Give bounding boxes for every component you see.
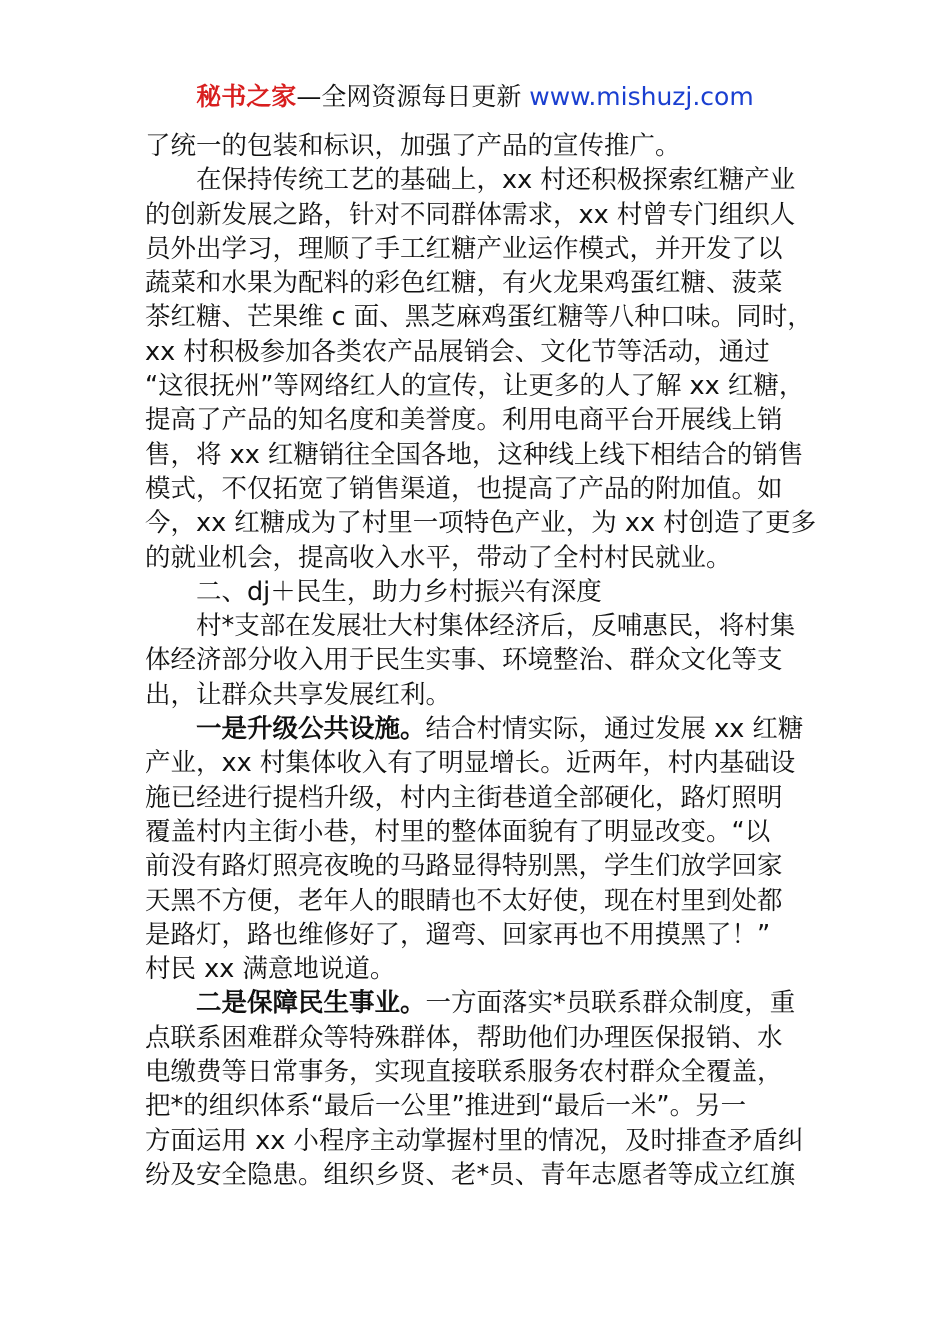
text-line: 出，让群众共享发展红利。 bbox=[145, 679, 452, 710]
text-line: 售，将 xx 红糖销往全国各地，这种线上线下相结合的销售 bbox=[145, 439, 804, 470]
text-line: 在保持传统工艺的基础上，xx 村还积极探索红糖产业 bbox=[196, 165, 796, 196]
text-line: 产业，xx 村集体收入有了明显增长。近两年，村内基础设 bbox=[145, 748, 796, 779]
document-body bbox=[145, 129, 825, 1192]
text-line: xx 村积极参加各类农产品展销会、文化节等活动，通过 bbox=[145, 336, 770, 367]
text-line: 了统一的包装和标识，加强了产品的宣传推广。 bbox=[145, 131, 681, 161]
text-line: 电缴费等日常事务，实现直接联系服务农村群众全覆盖， bbox=[145, 1057, 783, 1088]
text-line: 员外出学习，理顺了手工红糖产业运作模式，并开发了以 bbox=[145, 233, 783, 264]
text-line: 体经济部分收入用于民生实事、环境整治、群众文化等支 bbox=[145, 645, 783, 676]
site-url[interactable]: www.mishuzj.com bbox=[529, 82, 754, 111]
text-line: 今，xx 红糖成为了村里一项特色产业，为 xx 村创造了更多 bbox=[145, 508, 817, 539]
text-line: “这很抚州”等网络红人的宣传，让更多的人了解 xx 红糖， bbox=[145, 371, 805, 402]
text-line: 天黑不方便，老年人的眼睛也不太好使，现在村里到处都 bbox=[145, 885, 783, 916]
text-line: 前没有路灯照亮夜晚的马路显得特别黑，学生们放学回家 bbox=[145, 851, 783, 882]
text-line: 蔬菜和水果为配料的彩色红糖，有火龙果鸡蛋红糖、菠菜 bbox=[145, 268, 783, 299]
text-line: 把*的组织体系“最后一公里”推进到“最后一米”。另一 bbox=[145, 1091, 747, 1122]
text-line: 村*支部在发展壮大村集体经济后，反哺惠民，将村集 bbox=[196, 611, 796, 642]
text-line: 是路灯，路也维修好了，遛弯、回家再也不用摸黑了！” bbox=[145, 919, 771, 950]
text-line: 村民 xx 满意地说道。 bbox=[145, 954, 396, 985]
bold-lead: 二是保障民生事业。 bbox=[196, 988, 426, 1019]
text-line: 提高了产品的知名度和美誉度。利用电商平台开展线上销 bbox=[145, 405, 783, 436]
site-header bbox=[0, 80, 950, 114]
text-span: 一方面落实*员联系群众制度，重 bbox=[425, 988, 796, 1019]
text-line: 点联系困难群众等特殊群体，帮助他们办理医保报销、水 bbox=[145, 1022, 783, 1053]
text-line: 的创新发展之路，针对不同群体需求，xx 村曾专门组织人 bbox=[145, 199, 796, 230]
brand-name: 秘书之家 bbox=[196, 82, 297, 111]
text-line bbox=[145, 986, 825, 1020]
text-line: 施已经进行提档升级，村内主街巷道全部硬化，路灯照明 bbox=[145, 782, 783, 813]
header-tagline: —全网资源每日更新 bbox=[296, 82, 522, 111]
text-line: 茶红糖、芒果维 c 面、黑芝麻鸡蛋红糖等八种口味。同时， bbox=[145, 302, 813, 333]
text-line: 覆盖村内主街小巷，村里的整体面貌有了明显改变。“以 bbox=[145, 816, 771, 847]
text-line: 的就业机会，提高收入水平，带动了全村村民就业。 bbox=[145, 542, 732, 573]
text-span: 结合村情实际，通过发展 xx 红糖 bbox=[425, 714, 804, 745]
text-line: 纷及安全隐患。组织乡贤、老*员、青年志愿者等成立红旗 bbox=[145, 1159, 796, 1190]
text-line: 方面运用 xx 小程序主动掌握村里的情况，及时排查矛盾纠 bbox=[145, 1125, 804, 1156]
bold-lead: 一是升级公共设施。 bbox=[196, 714, 426, 745]
text-line bbox=[145, 712, 825, 746]
text-line: 模式，不仅拓宽了销售渠道，也提高了产品的附加值。如 bbox=[145, 473, 783, 504]
section-heading: 二、dj＋民生，助力乡村振兴有深度 bbox=[196, 576, 602, 607]
